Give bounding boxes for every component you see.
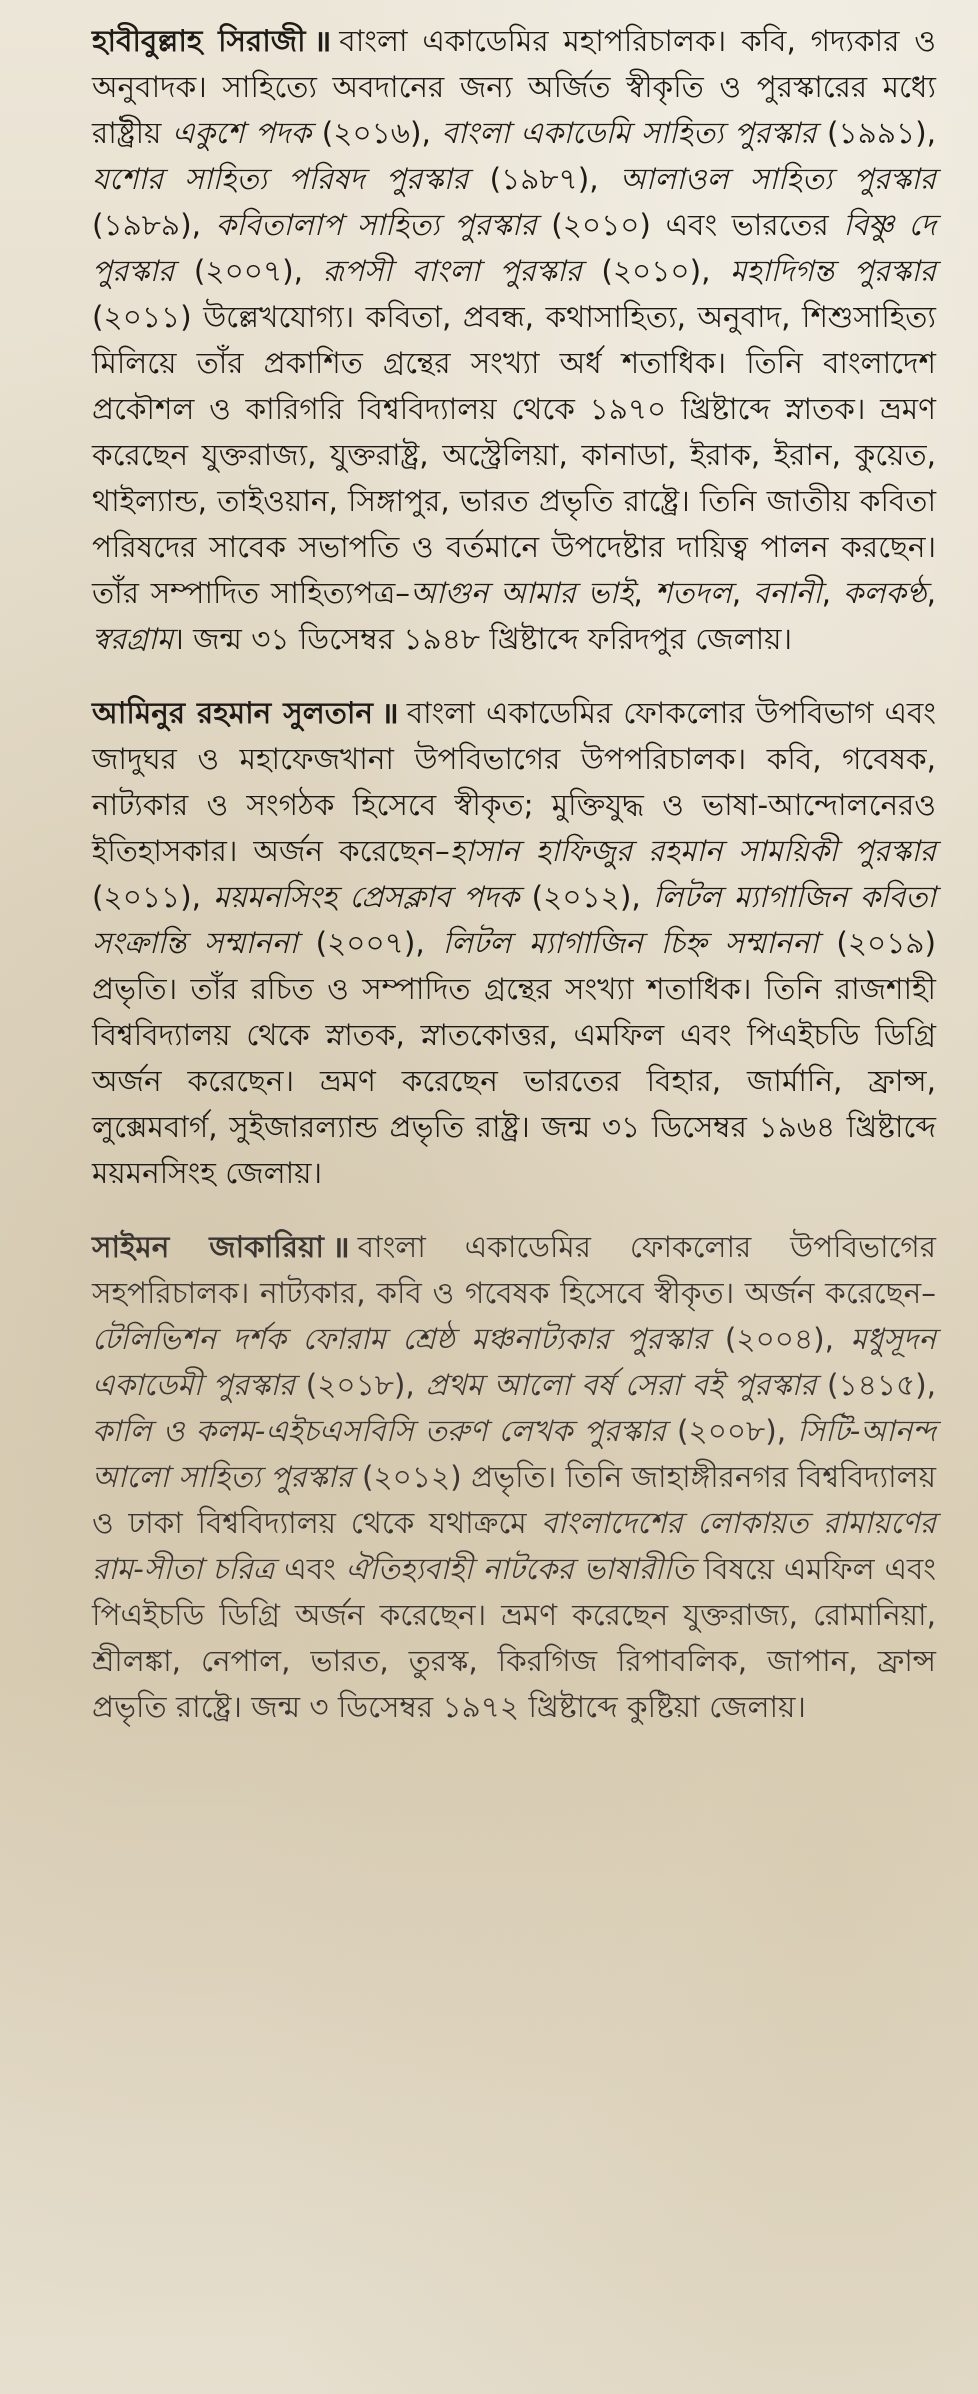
name-separator: ॥ <box>331 1230 350 1264</box>
text-run: (১৯৮৯), <box>92 208 216 242</box>
bio-text <box>92 24 936 656</box>
italic-title: বনানী <box>753 576 822 610</box>
italic-title: স্বরগ্রাম <box>92 622 174 656</box>
text-run: (২০১২), <box>519 880 653 914</box>
text-run: (২০০৮), <box>665 1414 798 1448</box>
name-separator: ॥ <box>381 696 399 730</box>
text-run: (১৯৮৭), <box>468 162 620 196</box>
italic-title: লিটল ম্যাগাজিন কবিতা সংক্রান্তি সম্মাননা <box>92 880 936 960</box>
bio-text <box>92 696 936 1190</box>
text-run: (২০০৭), <box>174 254 323 288</box>
italic-title: শতদল <box>654 576 732 610</box>
text-run: (১৪১৫), <box>816 1368 937 1402</box>
bio-aminur-rahman-sultan <box>92 690 936 1196</box>
italic-title: মধুসূদন একাডেমী পুরস্কার <box>92 1322 936 1402</box>
author-name: সাইমন জাকারিয়া <box>92 1230 324 1264</box>
italic-title: বাংলা একাডেমি সাহিত্য পুরস্কার <box>441 116 817 150</box>
text-run: , <box>926 576 936 610</box>
text-run: (২০০৭), <box>297 926 443 960</box>
name-separator: ॥ <box>313 24 332 58</box>
italic-title: টেলিভিশন দর্শক ফোরাম শ্রেষ্ঠ মঞ্চনাট্যকার পুরস্কার <box>92 1322 709 1356</box>
italic-title: ঐতিহ্যবাহী নাটকের ভাষারীতি <box>345 1552 694 1586</box>
bio-habibullah-siraji <box>92 18 936 662</box>
text-run: , <box>821 576 843 610</box>
italic-title: হাসান হাফিজুর রহমান সাময়িকী পুরস্কার <box>449 834 936 868</box>
text-run: এবং <box>274 1552 346 1586</box>
bio-saymon-zakaria <box>92 1224 936 1730</box>
text-run: (২০১৯) প্রভৃতি। তাঁর রচিত ও সম্পাদিত গ্রন্থের সংখ্যা শতাধিক। তিনি রাজশাহী বিশ্ববিদ্যালয় থেকে স্নাতক, স্নাতকোত্তর, এমফিল এবং পিএইচডি ডিগ্রি অর্জন করেছেন। ভ্রমণ করেছেন ভারতের বিহার, জার্মানি, ফ্রান্স, লুক্সেমবার্গ, সুইজারল্যান্ড প্রভৃতি রাষ্ট্র। জন্ম ৩১ ডিসেম্বর ১৯৬৪ খ্রিষ্টাব্দে ময়মনসিংহ জেলায়। <box>92 926 936 1190</box>
text-run: (২০১০) এবং ভারতের <box>536 208 844 242</box>
text-run: (২০০৪), <box>708 1322 851 1356</box>
text-run: বাংলা একাডেমির ফোকলোর উপবিভাগের সহপরিচালক। নাট্যকার, কবি ও গবেষক হিসেবে স্বীকৃত। অর্জন করেছেন– <box>92 1230 936 1310</box>
italic-title: রূপসী বাংলা পুরস্কার <box>322 254 582 288</box>
text-run: (২০১১), <box>92 880 214 914</box>
text-run: বিষয়ে এমফিল এবং পিএইচডি ডিগ্রি অর্জন করেছেন। ভ্রমণ করেছেন যুক্তরাজ্য, রোমানিয়া, শ্রীলঙ্কা, নেপাল, ভারত, তুরস্ক, কিরগিজ রিপাবলিক, জাপান, ফ্রান্স প্রভৃতি রাষ্ট্রে। জন্ম ৩ ডিসেম্বর ১৯৭২ খ্রিষ্টাব্দে কুষ্টিয়া জেলায়। <box>92 1552 937 1724</box>
italic-title: আলাওল সাহিত্য পুরস্কার <box>619 162 936 196</box>
text-run: (২০১০), <box>581 254 731 288</box>
text-run: বাংলা একাডেমির মহাপরিচালক। কবি, গদ্যকার ও অনুবাদক। সাহিত্যে অবদানের জন্য অর্জিত স্বীকৃতি ও পুরস্কারের মধ্যে রাষ্ট্রীয় <box>92 24 936 150</box>
text-run: (২০১৮), <box>295 1368 426 1402</box>
text-run: (২০১৬), <box>311 116 442 150</box>
italic-title: আগুন আমার ভাই <box>410 576 634 610</box>
text-run: (১৯৯১), <box>816 116 936 150</box>
text-run: (২০১১) উল্লেখযোগ্য। কবিতা, প্রবন্ধ, কথাসাহিত্য, অনুবাদ, শিশুসাহিত্য মিলিয়ে তাঁর প্রকাশিত গ্রন্থের সংখ্যা অর্ধ শতাধিক। তিনি বাংলাদেশ প্রকৌশল ও কারিগরি বিশ্ববিদ্যালয় থেকে ১৯৭০ খ্রিষ্টাব্দে স্নাতক। ভ্রমণ করেছেন যুক্তরাজ্য, যুক্তরাষ্ট্র, অস্ট্রেলিয়া, কানাডা, ইরাক, ইরান, কুয়েত, থাইল্যান্ড, তাইওয়ান, সিঙ্গাপুর, ভারত প্রভৃতি রাষ্ট্রে। তিনি জাতীয় কবিতা পরিষদের সাবেক সভাপতি ও বর্তমানে উপদেষ্টার দায়িত্ব পালন করছেন। তাঁর সম্পাদিত সাহিত্যপত্র– <box>92 300 936 610</box>
italic-title: যশোর সাহিত্য পরিষদ পুরস্কার <box>92 162 469 196</box>
italic-title: কবিতালাপ সাহিত্য পুরস্কার <box>215 208 537 242</box>
text-run: , <box>633 576 655 610</box>
text-run: বাংলা একাডেমির ফোকলোর উপবিভাগ এবং জাদুঘর ও মহাফেজখানা উপবিভাগের উপপরিচালক। কবি, গবেষক, নাট্যকার ও সংগঠক হিসেবে স্বীকৃত; মুক্তিযুদ্ধ ও ভাষা-আন্দোলনেরও ইতিহাসকার। অর্জন করেছেন– <box>92 696 937 868</box>
italic-title: লিটল ম্যাগাজিন চিহ্ন সম্মাননা <box>442 926 819 960</box>
text-run: , <box>731 576 753 610</box>
italic-title: মহাদিগন্ত পুরস্কার <box>730 254 936 288</box>
italic-title: একুশে পদক <box>172 116 312 150</box>
italic-title: ময়মনসিংহ প্রেসক্লাব পদক <box>213 880 520 914</box>
italic-title: বিষ্ণু দে পুরস্কার <box>92 208 936 288</box>
italic-title: কালি ও কলম-এইচএসবিসি তরুণ লেখক পুরস্কার <box>92 1414 666 1448</box>
italic-title: বাংলাদেশের লোকায়ত রামায়ণের রাম-সীতা চরিত্র <box>92 1506 936 1586</box>
italic-title: সিটি-আনন্দ আলো সাহিত্য পুরস্কার <box>92 1414 936 1494</box>
italic-title: কলকণ্ঠ <box>842 576 927 610</box>
author-name: হাবীবুল্লাহ সিরাজী <box>92 24 306 58</box>
bio-text <box>92 1230 936 1724</box>
text-run: । জন্ম ৩১ ডিসেম্বর ১৯৪৮ খ্রিষ্টাব্দে ফরিদপুর জেলায়। <box>173 622 793 656</box>
author-name: আমিনুর রহমান সুলতান <box>92 696 374 730</box>
italic-title: প্রথম আলো বর্ষ সেরা বই পুরস্কার <box>425 1368 817 1402</box>
text-run: (২০১২) প্রভৃতি। তিনি জাহাঙ্গীরনগর বিশ্ববিদ্যালয় ও ঢাকা বিশ্ববিদ্যালয় থেকে যথাক্রমে <box>92 1460 936 1540</box>
